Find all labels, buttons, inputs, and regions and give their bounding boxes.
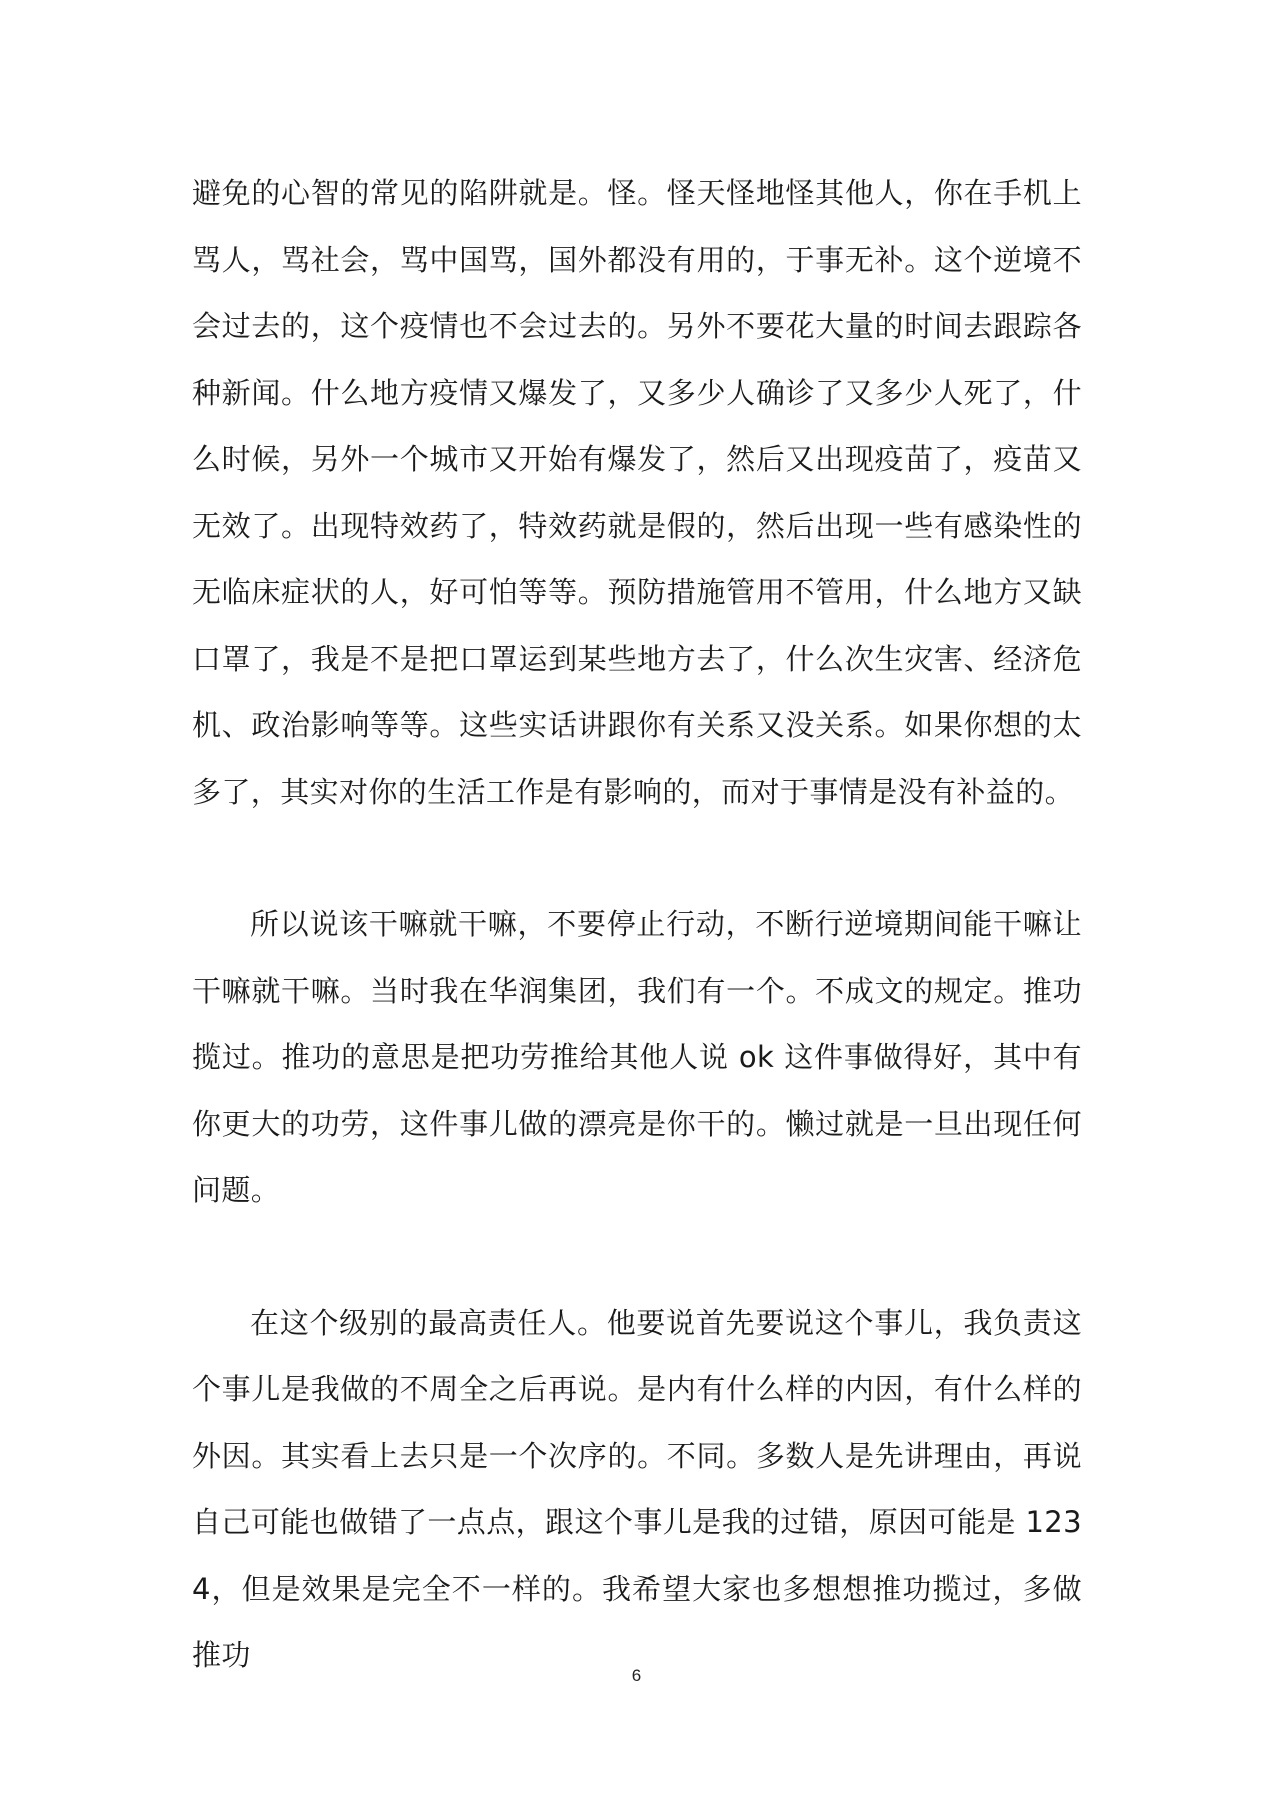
page-number: 6 [631,1666,642,1685]
paragraph-3: 在这个级别的最高责任人。他要说首先要说这个事儿，我负责这个事儿是我做的不周全之后再说。是内有什么样的内因，有什么样的外因。其实看上去只是一个次序的。不同。多数人是先讲理由，再说自己可能也做错了一点点，跟这个事儿是我的过错，原因可能是 1234，但是效果是完全不一样的。我希望大家也多想想推功揽过，多做推功 [192,1305,1082,1672]
document-body [192,160,1082,1689]
paragraph-spacer [192,1224,1082,1290]
paragraph-2: 所以说该干嘛就干嘛，不要停止行动，不断行逆境期间能干嘛让干嘛就干嘛。当时我在华润集团，我们有一个。不成文的规定。推功揽过。推功的意思是把功劳推给其他人说 ok 这件事做得好，其中有你更大的功劳，这件事儿做的漂亮是你干的。懒过就是一旦出现任何问题。 [192,907,1082,1207]
paragraph-1: 避免的心智的常见的陷阱就是。怪。怪天怪地怪其他人，你在手机上骂人，骂社会，骂中国骂，国外都没有用的，于事无补。这个逆境不会过去的，这个疫情也不会过去的。另外不要花大量的时间去跟踪各种新闻。什么地方疫情又爆发了，又多少人确诊了又多少人死了，什么时候，另外一个城市又开始有爆发了，然后又出现疫苗了，疫苗又无效了。出现特效药了，特效药就是假的，然后出现一些有感染性的无临床症状的人，好可怕等等。预防措施管用不管用，什么地方又缺口罩了，我是不是把口罩运到某些地方去了，什么次生灾害、经济危机、政治影响等等。这些实话讲跟你有关系又没关系。如果你想的太多了，其实对你的生活工作是有影响的，而对于事情是没有补益的。 [192,176,1082,809]
paragraph-spacer [192,825,1082,891]
